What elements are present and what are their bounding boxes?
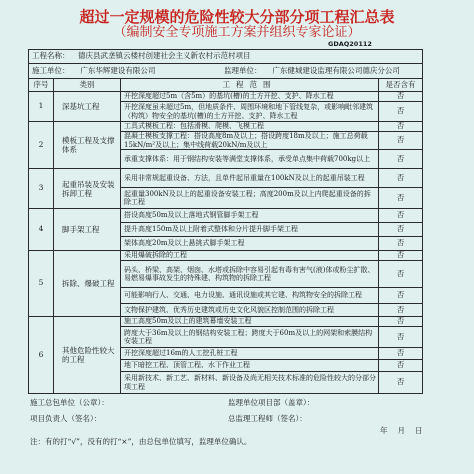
contractor-value: 广东华辉建设有限公司 <box>80 65 156 75</box>
contractor-block <box>32 67 224 75</box>
section-category: 拆除、爆破工程 <box>54 251 121 317</box>
date-month: 月 <box>397 426 405 435</box>
section-category: 脚手架工程 <box>54 209 121 251</box>
included-cell: 否 <box>379 132 423 150</box>
scope-cell: 采用非常规起重设备、方法，且单件起吊重量在100kN及以上的起重吊装工程 <box>121 169 379 188</box>
included-cell: 否 <box>379 169 423 188</box>
scope-cell: 工具式模板工程：包括滑模、爬模、飞模工程 <box>121 122 379 132</box>
footer-note: 注：有的打“√”，没有的打“×”，由总包单位填写，监理单位确认。 <box>30 437 252 446</box>
scope-cell: 开挖深度超过5m（含5m）的基坑(槽)的土方开挖、支护、降水工程 <box>121 92 379 102</box>
scope-cell: 开挖深度超过16m的人工挖孔桩工程 <box>121 348 379 360</box>
included-cell: 否 <box>379 317 423 327</box>
chief-supervisor-signature-label: 总监理工程师（签名）： <box>228 414 307 423</box>
included-cell: 否 <box>379 237 423 251</box>
section-category: 其他危险性较大的工程 <box>54 317 121 394</box>
contractor-label: 施工单位： <box>32 65 70 75</box>
scope-cell: 跨度大于36m及以上的钢结构安装工程；跨度大于60m及以上的网架和索膜结构安装工程 <box>121 327 379 348</box>
scope-cell: 开挖深度虽未超过5m，但地质条件、周围环境和地下管线复杂，或影响毗邻建筑（构筑）物安全的基坑(槽)的土方开挖、支护、降水工程 <box>121 102 379 122</box>
scope-cell: 采用爆破拆除的工程 <box>121 251 379 261</box>
supervisor-label: 监理单位： <box>224 65 262 75</box>
page-subtitle: （编制安全专项施工方案并组织专家论证） <box>113 25 361 40</box>
date-day: 日 <box>415 426 423 435</box>
header-included: 是否含有 <box>379 79 423 92</box>
signature-date <box>380 426 423 436</box>
included-cell: 否 <box>379 102 423 122</box>
included-cell: 否 <box>379 209 423 223</box>
section-number: 6 <box>29 317 54 394</box>
scope-cell: 混凝土模板支撑工程：搭设高度8m及以上；搭设跨度18m及以上；施工总荷载15kN/m²及以上；集中线荷载20kN/m及以上 <box>121 132 379 150</box>
section-number: 5 <box>29 251 54 317</box>
section-category: 深基坑工程 <box>54 92 121 122</box>
project-name-row <box>29 50 423 64</box>
supervisor-seal-label: 监理单位项目部（盖章）： <box>228 398 315 407</box>
contractor-seal-label: 施工总包单位（公章）： <box>30 398 109 407</box>
included-cell: 否 <box>379 188 423 209</box>
scope-cell: 可能影响行人、交通、电力设施、通讯设施或其它建、构筑物安全的拆除工程 <box>121 288 379 304</box>
date-year: 年 <box>380 426 388 435</box>
header-scope: 工程范围 <box>121 79 379 92</box>
scope-cell: 码头、桥梁、高架、烟囱、水塔或拆除中容易引起有毒有害气(液)体或粉尘扩散、易燃易爆事故发生的特殊建、构筑物的拆除工程 <box>121 261 379 288</box>
scope-cell: 施工高度50m及以上的建筑幕墙安装工程 <box>121 317 379 327</box>
project-name-value: 德庆县武垄镇云楼村创建社会主义新农村示范村项目 <box>78 51 251 61</box>
included-cell: 否 <box>379 327 423 348</box>
supervisor-block <box>224 67 400 75</box>
form-code: GDAQ20112 <box>328 40 372 48</box>
scope-cell: 起重量300kN及以上的起重设备安装工程；高度200m及以上内爬起重设备的拆除工程 <box>121 188 379 209</box>
included-cell: 否 <box>379 92 423 102</box>
scope-cell: 提升高度150m及以上附着式整体和分片提升脚手架工程 <box>121 223 379 237</box>
section-number: 4 <box>29 209 54 251</box>
project-name-label: 工程名称： <box>32 51 70 61</box>
section-number: 1 <box>29 92 54 122</box>
scope-cell: 采用新技术、新工艺、新材料、新设备及尚无相关技术标准的危险性较大的分部分项工程 <box>121 372 379 394</box>
summary-table <box>28 49 423 394</box>
units-row <box>29 64 423 79</box>
included-cell: 否 <box>379 223 423 237</box>
header-number: 序号 <box>29 79 54 92</box>
included-cell: 否 <box>379 348 423 360</box>
section-category: 起重吊装及安装拆卸工程 <box>54 169 121 209</box>
section-number: 2 <box>29 122 54 169</box>
included-cell: 否 <box>379 261 423 288</box>
supervisor-value: 广东健城建设监理有限公司德庆分公司 <box>272 65 400 75</box>
page-title: 超过一定规模的危险性较大分部分项工程汇总表 <box>79 8 395 26</box>
header-category: 类别 <box>54 79 121 92</box>
section-number: 3 <box>29 169 54 209</box>
scope-cell: 搭设高度50m及以上落地式钢管脚手架工程 <box>121 209 379 223</box>
scope-cell: 承重支撑体系：用于钢结构安装等满堂支撑体系，承受单点集中荷载700kg以上 <box>121 150 379 169</box>
included-cell: 否 <box>379 288 423 304</box>
scope-cell: 架体高度20m及以上悬挑式脚手架工程 <box>121 237 379 251</box>
scope-cell: 文物保护建筑、优秀历史建筑或历史文化风貌区控制范围的拆除工程 <box>121 304 379 317</box>
included-cell: 否 <box>379 360 423 372</box>
included-cell: 否 <box>379 372 423 394</box>
included-cell: 否 <box>379 304 423 317</box>
section-category: 模板工程及支撑体系 <box>54 122 121 169</box>
project-manager-signature-label: 项目负责人（签名）： <box>30 414 102 423</box>
scope-cell: 地下暗挖工程、顶管工程、水下作业工程 <box>121 360 379 372</box>
included-cell: 否 <box>379 150 423 169</box>
included-cell: 否 <box>379 122 423 132</box>
included-cell: 否 <box>379 251 423 261</box>
